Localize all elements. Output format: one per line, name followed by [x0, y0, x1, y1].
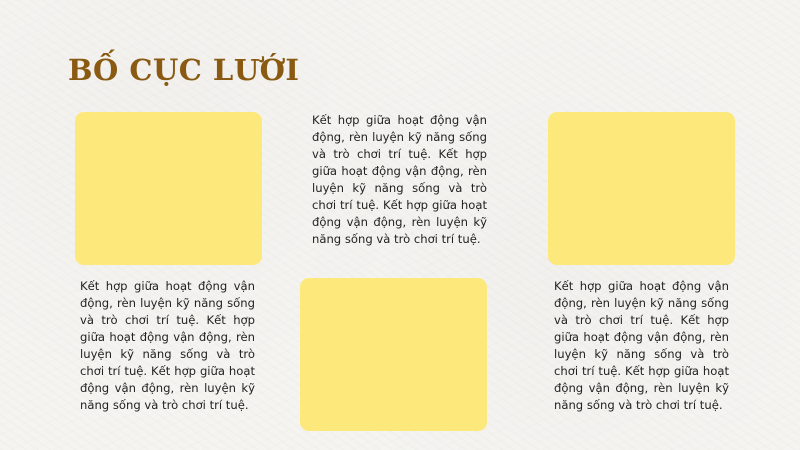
image-placeholder-left: [75, 112, 262, 265]
image-placeholder-right: [548, 112, 735, 265]
body-text-left: Kết hợp giữa hoạt động vận động, rèn luyện kỹ năng sống và trò chơi trí tuệ. Kết hợp giữa hoạt động vận động, rèn luyện kỹ năng sống và trò chơi trí tuệ. Kết hợp giữa hoạt động vận động, rèn luyện kỹ năng sống và trò chơi trí tuệ.: [80, 279, 255, 412]
slide-title: BỐ CỤC LƯỚI: [68, 53, 300, 87]
image-placeholder-center: [300, 278, 487, 431]
body-text-right: Kết hợp giữa hoạt động vận động, rèn luyện kỹ năng sống và trò chơi trí tuệ. Kết hợp giữa hoạt động vận động, rèn luyện kỹ năng sống và trò chơi trí tuệ. Kết hợp giữa hoạt động vận động, rèn luyện kỹ năng sống và trò chơi trí tuệ.: [554, 279, 729, 412]
body-text-center: Kết hợp giữa hoạt động vận động, rèn luyện kỹ năng sống và trò chơi trí tuệ. Kết hợp giữa hoạt động vận động, rèn luyện kỹ năng sống và trò chơi trí tuệ. Kết hợp giữa hoạt động vận động, rèn luyện kỹ năng sống và trò chơi trí tuệ.: [312, 113, 487, 246]
